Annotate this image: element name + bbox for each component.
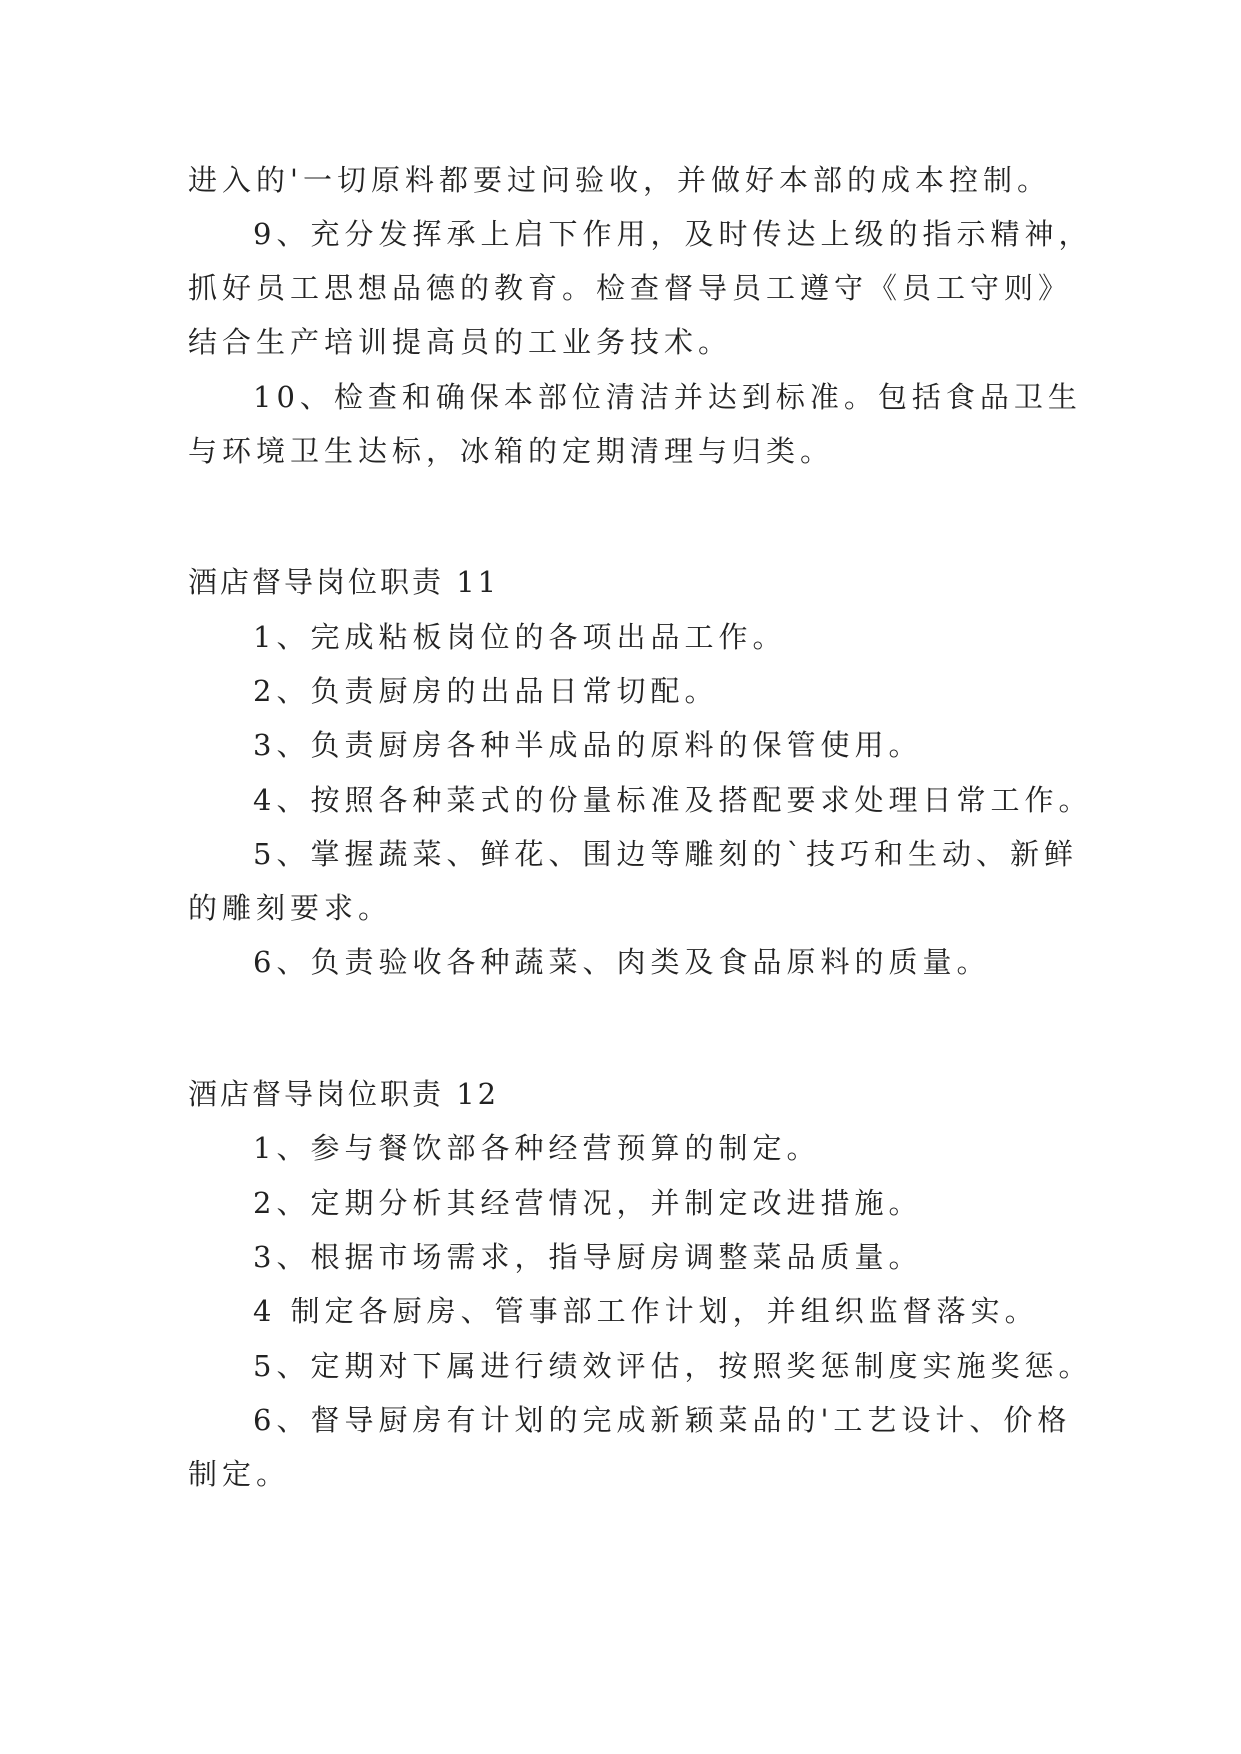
list-item: 5、定期对下属进行绩效评估，按照奖惩制度实施奖惩。 [253,1349,1093,1383]
text-line: 抓好员工思想品德的教育。检查督导员工遵守《员工守则》 [188,271,1073,305]
list-item: 3、负责厨房各种半成品的原料的保管使用。 [253,728,923,762]
list-item-continuation: 制定。 [188,1457,291,1491]
list-item: 6、督导厨房有计划的完成新颖菜品的'工艺设计、价格 [253,1403,1072,1437]
text-line: 结合生产培训提高员的工业务技术。 [188,325,733,359]
list-item: 5、掌握蔬菜、鲜花、围边等雕刻的`技巧和生动、新鲜 [253,837,1078,871]
section-title: 酒店督导岗位职责 12 [188,1077,500,1111]
text-line: 10、检查和确保本部位清洁并达到标准。包括食品卫生 [253,380,1082,414]
list-item: 4 制定各厨房、管事部工作计划，并组织监督落实。 [253,1294,1039,1328]
section-title: 酒店督导岗位职责 11 [188,565,500,599]
list-item: 1、参与餐饮部各种经营预算的制定。 [253,1131,821,1165]
list-item: 6、负责验收各种蔬菜、肉类及食品原料的质量。 [253,945,991,979]
list-item: 4、按照各种菜式的份量标准及搭配要求处理日常工作。 [253,783,1093,817]
list-item-continuation: 的雕刻要求。 [188,891,393,925]
text-line: 进入的'一切原料都要过问验收，并做好本部的成本控制。 [188,163,1051,197]
list-item: 1、完成粘板岗位的各项出品工作。 [253,620,787,654]
text-line: 与环境卫生达标，冰箱的定期清理与归类。 [188,434,835,468]
list-item: 2、定期分析其经营情况，并制定改进措施。 [253,1186,923,1220]
list-item: 3、根据市场需求，指导厨房调整菜品质量。 [253,1240,923,1274]
list-item: 2、负责厨房的出品日常切配。 [253,674,719,708]
text-line: 9、充分发挥承上启下作用，及时传达上级的指示精神， [253,217,1093,251]
